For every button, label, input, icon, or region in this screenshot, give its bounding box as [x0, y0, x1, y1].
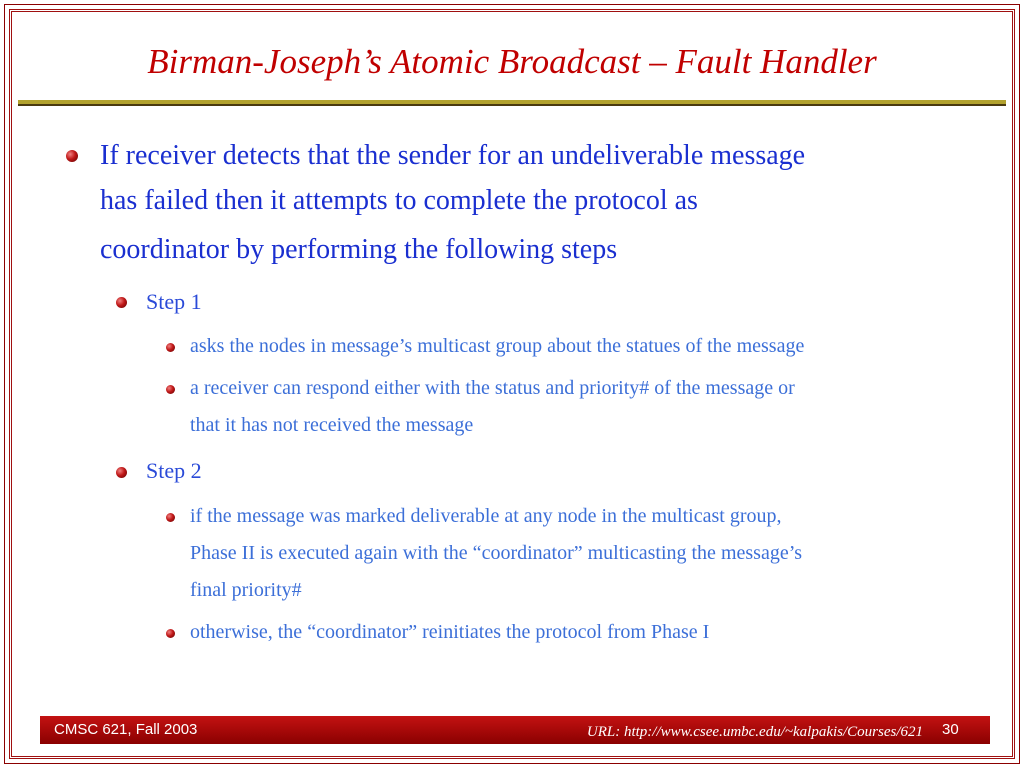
main-bullet-line-3: coordinator by performing the following steps — [100, 234, 618, 265]
bullet-icon — [116, 467, 127, 478]
step1-item-2-line-2: that it has not received the message — [190, 414, 474, 436]
step2-item-1-line-3: final priority# — [190, 579, 302, 601]
step2-item-1-line-1: if the message was marked deliverable at any node in the multicast group, — [190, 505, 782, 527]
step1-label: Step 1 — [146, 289, 202, 314]
step1-item-2-line-1: a receiver can respond either with the status and priority# of the message or — [190, 377, 795, 399]
slide-title: Birman-Joseph’s Atomic Broadcast – Fault Handler — [147, 42, 877, 81]
page-number: 30 — [942, 721, 959, 738]
main-bullet-line-2: has failed then it attempts to complete the protocol as — [100, 185, 698, 216]
bullet-icon — [166, 629, 175, 638]
step2-item-2-line-1: otherwise, the “coordinator” reinitiates the protocol from Phase I — [190, 621, 710, 643]
step2-label: Step 2 — [146, 458, 202, 483]
step1-item-1-line-1: asks the nodes in message’s multicast group about the statues of the message — [190, 335, 805, 357]
main-bullet-line-1: If receiver detects that the sender for an undeliverable message — [100, 140, 806, 171]
bullet-icon — [166, 513, 175, 522]
bullet-icon — [116, 297, 127, 308]
bullet-icon — [166, 343, 175, 352]
footer-url: URL: http://www.csee.umbc.edu/~kalpakis/Courses/621 — [586, 724, 923, 740]
bullet-icon — [66, 150, 78, 162]
step2-item-1-line-2: Phase II is executed again with the “coordinator” multicasting the message’s — [190, 542, 803, 564]
bullet-icon — [166, 385, 175, 394]
footer-course: CMSC 621, Fall 2003 — [54, 721, 198, 738]
title-divider — [18, 100, 1006, 106]
